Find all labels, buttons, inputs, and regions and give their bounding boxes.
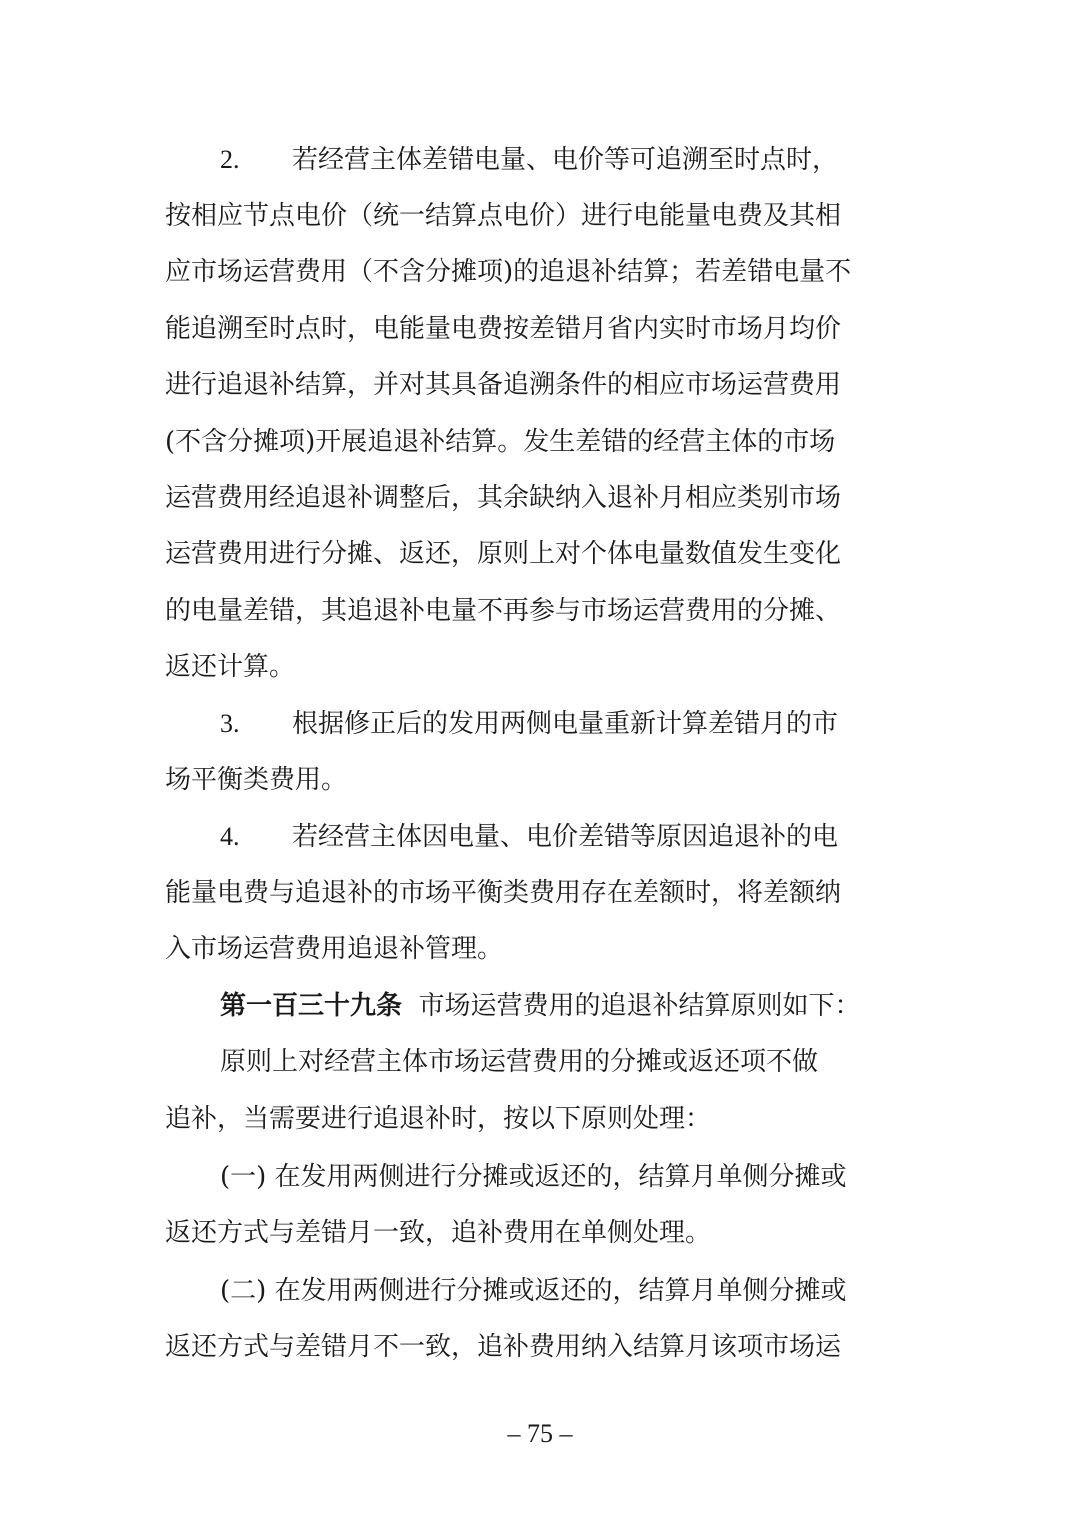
p4-text-1: 若经营主体因电量、电价差错等原因追退补的电 [292, 822, 839, 852]
principle-line-2: 追补，当需要进行追退补时，按以下原则处理： [165, 1104, 712, 1134]
item1-line-1: (一) 在发用两侧进行分摊或返还的，结算月单侧分摊或 [220, 1162, 847, 1192]
p3-text-1: 根据修正后的发用两侧电量重新计算差错月的市 [292, 709, 839, 739]
item2-line-2: 返还方式与差错月不一致，追补费用纳入结算月该项市场运 [165, 1332, 842, 1362]
p2-line-7: 运营费用经追退补调整后，其余缺纳入退补月相应类别市场 [165, 483, 842, 513]
p2-line-5: 进行追退补结算，并对其具备追溯条件的相应市场运营费用 [165, 370, 842, 400]
p2-line-4: 能追溯至时点时，电能量电费按差错月省内实时市场月均价 [165, 314, 842, 344]
p3-number: 3. [220, 709, 240, 738]
p2-line-9: 的电量差错，其追退补电量不再参与市场运营费用的分摊、 [165, 596, 842, 626]
p2-line-1 [220, 140, 838, 180]
p2-line-2: 按相应节点电价（统一结算点电价）进行电能量电费及其相 [165, 201, 842, 231]
article-title: 第一百三十九条 [220, 991, 403, 1021]
item2-line-1: (二) 在发用两侧进行分摊或返还的，结算月单侧分摊或 [220, 1276, 847, 1306]
p2-line-3: 应市场运营费用（不含分摊项)的追退补结算；若差错电量不 [165, 257, 852, 287]
p2-line-6: (不含分摊项)开展追退补结算。发生差错的经营主体的市场 [165, 427, 836, 457]
item1-line-2: 返还方式与差错月一致，追补费用在单侧处理。 [165, 1218, 712, 1248]
p3-line-1 [220, 704, 838, 744]
p2-text-1: 若经营主体差错电量、电价等可追溯至时点时， [292, 145, 839, 175]
p3-line-2: 场平衡类费用。 [165, 765, 348, 795]
article-line [220, 986, 861, 1026]
principle-line-1: 原则上对经营主体市场运营费用的分摊或返还项不做 [220, 1047, 819, 1077]
p4-line-1 [220, 817, 838, 857]
p4-line-2: 能量电费与追退补的市场平衡类费用存在差额时，将差额纳 [165, 878, 842, 908]
p2-number: 2. [220, 145, 240, 174]
p2-line-10: 返还计算。 [165, 652, 296, 682]
p4-line-3: 入市场运营费用追退补管理。 [165, 934, 504, 964]
p2-line-8: 运营费用进行分摊、返还，原则上对个体电量数值发生变化 [165, 539, 842, 569]
p4-number: 4. [220, 822, 240, 851]
page-number: – 75 – [507, 1419, 573, 1448]
article-text: 市场运营费用的追退补结算原则如下： [418, 991, 861, 1021]
